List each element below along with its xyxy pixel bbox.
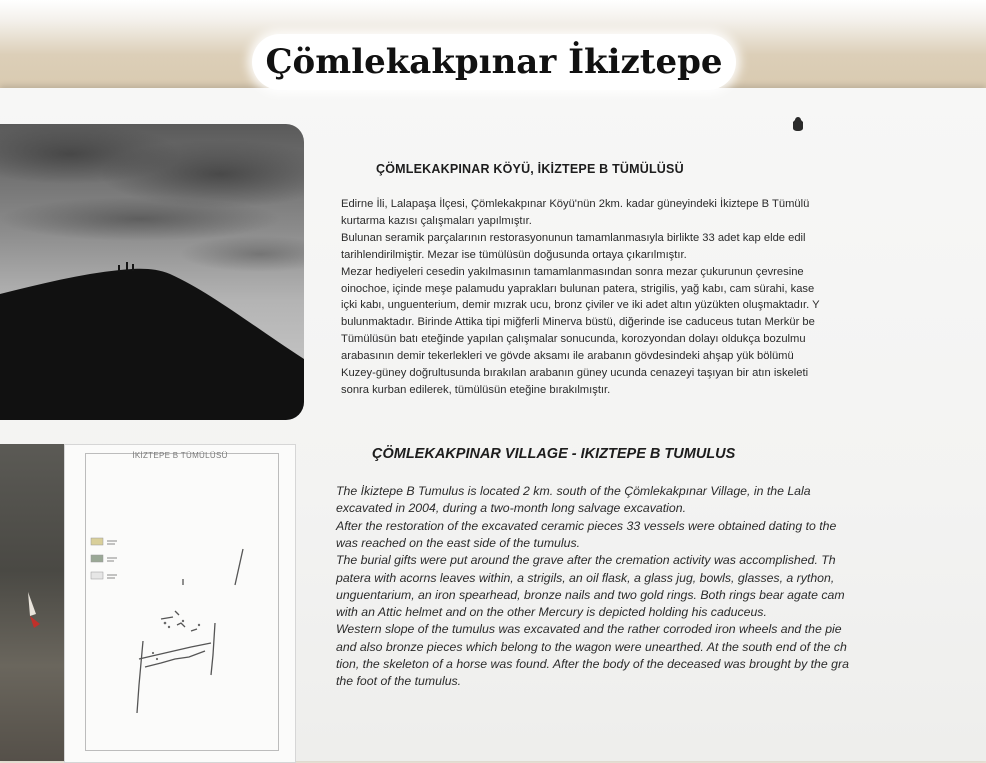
plan-label: İKİZTEPE B TÜMÜLÜSÜ bbox=[132, 451, 228, 460]
english-line: and also bronze pieces which belong to the wagon were unearthed. At the south end of the ch bbox=[336, 639, 847, 654]
english-line: The İkiztepe B Tumulus is located 2 km. south of the Çömlekakpınar Village, in the Lala bbox=[336, 484, 811, 498]
english-line: was reached on the east side of the tumulus. bbox=[336, 535, 581, 550]
english-line: excavated in 2004, during a two-month long salvage excavation. bbox=[336, 501, 686, 516]
turkish-line: Kuzey-güney doğrultusunda bırakılan arabanın güney ucunda cenazeyi taşıyan bir atın iskeleti bbox=[341, 367, 809, 379]
excavation-plan bbox=[64, 444, 296, 763]
turkish-heading: ÇÖMLEKAKPINAR KÖYÜ, İKİZTEPE B TÜMÜLÜSÜ bbox=[376, 162, 684, 176]
turkish-line: tarihlendirilmiştir. Mezar ise tümülüsün doğusunda ortaya çıkarılmıştır. bbox=[341, 248, 687, 261]
english-line: with an Attic helmet and on the other Mercury is depicted holding his caduceus. bbox=[336, 605, 767, 620]
english-line: After the restoration of the excavated ceramic pieces 33 vessels were obtained dating to the bbox=[336, 518, 837, 533]
turkish-line: Tümülüsün batı eteğinde yapılan çalışmalar sonucunda, korozyondan dolayı oldukça bozulmu bbox=[341, 333, 806, 346]
english-line: the foot of the tumulus. bbox=[336, 674, 462, 689]
turkish-line: arabasının demir tekerlekleri ve gövde aksamı ile arabanın gövdesindeki ahşap yük bölümü bbox=[341, 350, 794, 363]
english-line: patera with acorns leaves within, a strigils, an oil flask, a glass jug, bowls, glasses, a rython, bbox=[336, 570, 835, 585]
page-title: Çömlekakpınar İkiztepe bbox=[265, 42, 723, 82]
turkish-line: oinochoe, içinde meşe palamudu yaprakları bulunan patera, strigilis, yağ kabı, cam sürahi, kase bbox=[341, 282, 815, 295]
turkish-line: sonra kurban edilerek, tümülüsün eteğine bırakılmıştır. bbox=[341, 383, 611, 396]
ministry-logo-icon bbox=[791, 116, 805, 132]
turkish-line: kurtarma kazısı çalışmaları yapılmıştır. bbox=[341, 214, 532, 227]
english-heading: ÇÖMLEKAKPINAR VILLAGE - IKIZTEPE B TUMULUS bbox=[372, 446, 736, 462]
turkish-line: bulunmaktadır. Birinde Attika tipi miğferli Minerva büstü, diğerinde ise caduceus tutan Merkür be bbox=[341, 316, 815, 329]
turkish-line: Mezar hediyeleri cesedin yakılmasının tamamlanmasından sonra mezar çukurunun çevresine bbox=[341, 265, 804, 278]
english-line: Western slope of the tumulus was excavated and the rather corroded iron wheels and the pie bbox=[336, 622, 842, 637]
legend-swatch-soil bbox=[91, 555, 103, 562]
tumulus-photo bbox=[0, 124, 304, 420]
plan-drawing bbox=[137, 549, 243, 713]
english-line: The burial gifts were put around the grave after the cremation activity was accomplished. Th bbox=[336, 553, 836, 568]
legend-swatch-empty bbox=[91, 572, 103, 579]
title-banner bbox=[252, 34, 736, 90]
legend-swatch-fill bbox=[91, 538, 103, 545]
turkish-line: Bulunan seramik parçalarının restorasyonunun tamamlanmasıyla birlikte 33 adet kap elde edil bbox=[341, 231, 806, 244]
english-line: unguentarium, an iron spearhead, bronze nails and two gold rings. Both rings bear agate cam bbox=[336, 587, 845, 602]
turkish-line: Edirne İli, Lalapaşa İlçesi, Çömlekakpınar Köyü'nün 2km. kadar güneyindeki İkiztepe B Tümülü bbox=[341, 198, 810, 210]
english-line: tion, the skeleton of a horse was found. After the body of the deceased was brought by the gra bbox=[336, 657, 849, 671]
turkish-line: içki kabı, unguenterium, demir mızrak ucu, bronz çiviler ve iki adet altın yüzükten oluşmaktadır. Y bbox=[341, 299, 820, 312]
